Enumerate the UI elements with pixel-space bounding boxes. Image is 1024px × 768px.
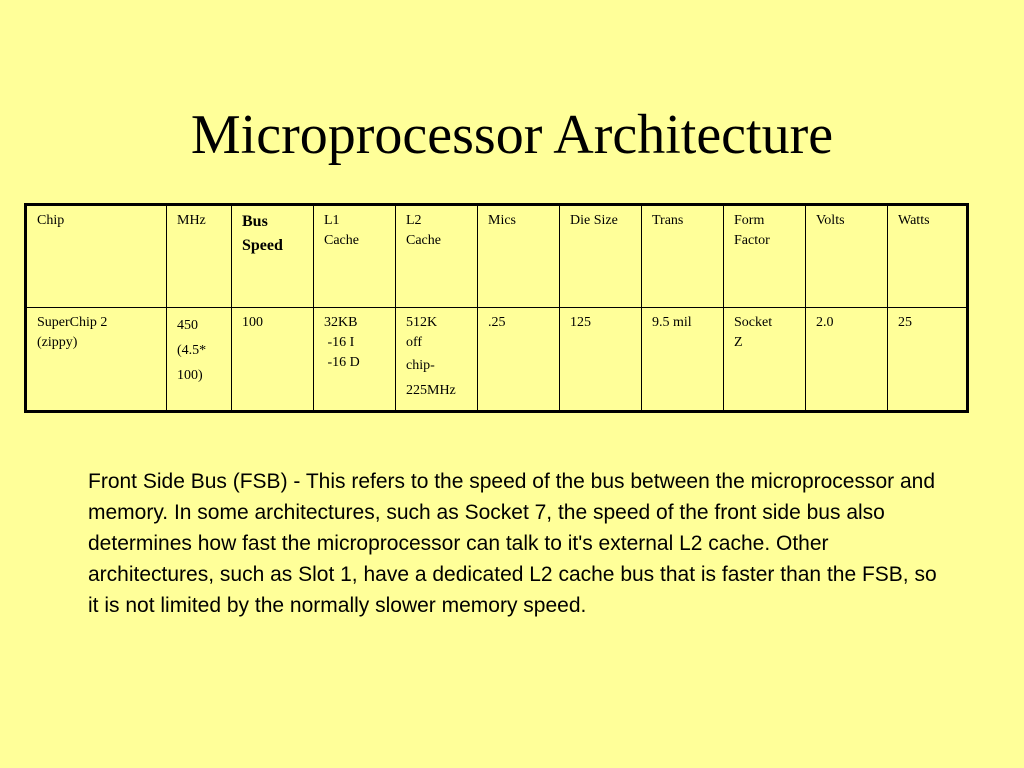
- header-l1-cache-line: Cache: [324, 233, 359, 248]
- header-l2-cache: [396, 205, 478, 308]
- cpu-spec-table: [24, 203, 969, 413]
- header-die-size: Die Size: [560, 205, 642, 308]
- cell-volts: 2.0: [806, 307, 888, 411]
- cell-mhz: [167, 307, 232, 411]
- header-form-factor: [724, 205, 806, 308]
- header-chip: Chip: [26, 205, 167, 308]
- header-watts: Watts: [888, 205, 968, 308]
- cell-l1-cache-line: 32KB: [324, 314, 358, 330]
- header-bus-speed-line: Speed: [242, 237, 283, 254]
- header-l2-cache-line: Cache: [406, 233, 441, 248]
- header-volts: Volts: [806, 205, 888, 308]
- cell-chip-line: SuperChip 2: [37, 314, 108, 330]
- cell-l2-cache-line: 512K: [406, 314, 438, 330]
- header-bus-speed: [232, 205, 314, 308]
- cell-mhz-line: 100): [177, 367, 203, 383]
- cell-die-size: 125: [560, 307, 642, 411]
- cell-mics: .25: [478, 307, 560, 411]
- fsb-description: Front Side Bus (FSB) - This refers to the speed of the bus between the microprocessor and memory. In some architectures, such as Socket 7, the speed of the front side bus also determines how fast the microprocessor can talk to it's external L2 cache. Other architectures, such as Slot 1, have a dedicated L2 cache bus that is faster than the FSB, so it is not limited by the normally slower memory speed.: [88, 470, 937, 617]
- cell-l1-cache: [314, 307, 396, 411]
- cell-form-factor: [724, 307, 806, 411]
- table-row: [26, 307, 968, 411]
- header-l2-cache-line: L2: [406, 213, 422, 228]
- header-trans: Trans: [642, 205, 724, 308]
- cell-l2-cache-line: 225MHz: [406, 382, 456, 398]
- cell-form-factor-line: Socket: [734, 314, 773, 330]
- slide-title: Microprocessor Architecture: [190, 104, 834, 166]
- header-l1-cache-line: L1: [324, 213, 340, 228]
- header-l1-cache: [314, 205, 396, 308]
- header-form-factor-line: Form: [734, 213, 765, 228]
- cell-mhz-line: 450: [177, 317, 198, 333]
- header-form-factor-line: Factor: [734, 233, 770, 248]
- header-mics: Mics: [478, 205, 560, 308]
- cell-chip-line: (zippy): [37, 334, 78, 350]
- cell-l2-cache-line: chip-: [406, 357, 435, 373]
- cell-mhz-line: (4.5*: [177, 342, 207, 358]
- cell-trans: 9.5 mil: [642, 307, 724, 411]
- table-header-row: [26, 205, 968, 308]
- header-bus-speed-line: Bus: [242, 213, 268, 230]
- cell-watts: 25: [888, 307, 968, 411]
- cell-l2-cache-line: off: [406, 334, 423, 350]
- header-mhz: MHz: [167, 205, 232, 308]
- cell-chip: [26, 307, 167, 411]
- cell-l2-cache: [396, 307, 478, 411]
- cell-form-factor-line: Z: [734, 334, 743, 350]
- cell-l1-cache-line: -16 I: [324, 334, 355, 350]
- cell-l1-cache-line: -16 D: [324, 354, 360, 370]
- cell-bus-speed: 100: [232, 307, 314, 411]
